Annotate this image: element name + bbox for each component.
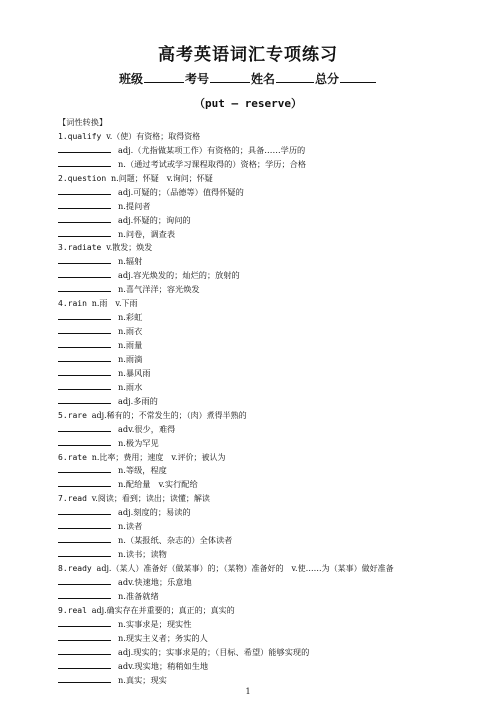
word-entry-heading <box>58 492 478 506</box>
derivative-definition: n.喜气洋洋；容光焕发 <box>118 284 200 295</box>
answer-blank[interactable] <box>58 661 111 669</box>
derivative-definition: n.问卷，调查表 <box>118 228 176 239</box>
derivative-row <box>58 478 478 492</box>
derivative-definition: n.极为罕见 <box>118 437 159 448</box>
headword: 5.rare <box>58 410 87 420</box>
derivative-row <box>58 660 478 674</box>
word-entry-heading <box>58 562 478 576</box>
derivative-row <box>58 353 478 367</box>
derivative-row <box>58 339 478 353</box>
derivative-row <box>58 367 478 381</box>
derivative-definition: n.雨衣 <box>118 326 143 337</box>
derivative-row <box>58 214 478 228</box>
derivative-row <box>58 437 478 451</box>
number-label: 考号 <box>184 72 209 86</box>
derivative-definition: n.现实主义者；务实的人 <box>118 632 208 643</box>
derivative-row <box>58 464 478 478</box>
exercise-content <box>58 116 478 687</box>
headword: 3.radiate <box>58 243 102 253</box>
derivative-definition: adj.可疑的；（品德等）值得怀疑的 <box>118 186 244 197</box>
answer-blank[interactable] <box>58 340 111 348</box>
headword-definition: v.散发；焕发 <box>106 243 153 253</box>
derivative-definition: n.读书；读物 <box>118 549 167 560</box>
answer-blank[interactable] <box>58 229 111 237</box>
derivative-row <box>58 576 478 590</box>
derivative-definition: adv.很少，难得 <box>118 423 176 434</box>
number-blank[interactable] <box>210 71 250 83</box>
derivative-row <box>58 423 478 437</box>
class-label: 班级 <box>118 72 143 86</box>
derivative-row <box>58 548 478 562</box>
section-heading: 【词性转换】 <box>58 117 108 127</box>
headword-definition: n.雨 v.下雨 <box>91 299 138 309</box>
derivative-row <box>58 590 478 604</box>
word-entry-heading <box>58 409 478 423</box>
derivative-row <box>58 228 478 242</box>
headword-definition: v.阅读；看到；读出；读懂；解读 <box>91 494 210 504</box>
derivative-definition: adj.刻度的；易读的 <box>118 507 191 518</box>
derivative-definition: n.雨量 <box>118 340 143 350</box>
headword-definition: n.比率；费用；速度 v.评价；被认为 <box>91 452 226 462</box>
score-blank[interactable] <box>340 71 376 83</box>
answer-blank[interactable] <box>58 354 111 362</box>
answer-blank[interactable] <box>58 591 111 599</box>
derivative-row <box>58 255 478 269</box>
headword: 8.ready <box>58 564 92 573</box>
page-number: 1 <box>245 687 251 696</box>
derivative-row <box>58 158 478 172</box>
headword: 6.rate <box>58 452 87 462</box>
derivative-definition: n.实事求是；现实性 <box>118 618 192 629</box>
answer-blank[interactable] <box>58 270 111 278</box>
derivative-definition: n.真实；现实 <box>118 674 167 685</box>
answer-blank[interactable] <box>58 187 111 195</box>
derivative-definition: n.（某报纸、杂志的）全体读者 <box>118 535 233 546</box>
name-blank[interactable] <box>276 71 314 83</box>
answer-blank[interactable] <box>58 479 111 487</box>
word-entry-heading <box>58 451 478 465</box>
derivative-row <box>58 618 478 632</box>
headword: 7.read <box>58 494 87 504</box>
derivative-row <box>58 144 478 158</box>
derivative-row <box>58 646 478 660</box>
derivative-row <box>58 311 478 325</box>
derivative-row <box>58 632 478 646</box>
derivative-definition: n.提问者 <box>118 200 151 211</box>
derivative-definition: adj.容光焕发的；灿烂的；放射的 <box>118 270 240 281</box>
answer-blank[interactable] <box>58 535 111 543</box>
answer-blank[interactable] <box>58 465 111 473</box>
derivative-row <box>58 506 478 520</box>
derivative-definition: n.准备就绪 <box>118 590 159 601</box>
headword: 1.qualify <box>58 131 102 141</box>
answer-blank[interactable] <box>58 647 111 655</box>
word-range: （put — reserve） <box>193 97 303 110</box>
name-label: 姓名 <box>251 72 276 86</box>
answer-blank[interactable] <box>58 507 111 515</box>
derivative-definition: adj.怀疑的；询问的 <box>118 214 191 225</box>
word-entry-heading <box>58 130 478 144</box>
derivative-row <box>58 534 478 548</box>
student-info-row <box>0 70 496 87</box>
derivative-row <box>58 381 478 395</box>
derivative-definition: adv.快速地；乐意地 <box>118 576 192 587</box>
headword-definition: adj.稀有的；不常发生的；（肉）煮得半熟的 <box>91 410 247 420</box>
answer-blank[interactable] <box>58 675 111 683</box>
headword: 9.real <box>58 605 87 615</box>
headword-definition: v.（使）有资格；取得资格 <box>106 131 201 141</box>
headword-definition: adj.确实存在并重要的；真正的；真实的 <box>91 605 235 615</box>
word-entry-heading <box>58 172 478 186</box>
derivative-definition: n.等级，程度 <box>118 465 167 476</box>
derivative-definition: n.（通过考试或学习课程取得的）资格；学历；合格 <box>118 158 307 169</box>
derivative-definition: n.彩虹 <box>118 312 143 323</box>
derivative-row <box>58 200 478 214</box>
answer-blank[interactable] <box>58 201 111 209</box>
derivative-definition: n.配给量 v.实行配给 <box>118 479 198 490</box>
answer-blank[interactable] <box>58 256 111 264</box>
derivative-definition: adj.（尤指做某项工作）有资格的；具备……学历的 <box>118 144 306 155</box>
derivative-row <box>58 269 478 283</box>
derivative-definition: n.暴风雨 <box>118 367 151 378</box>
answer-blank[interactable] <box>58 549 111 557</box>
headword: 4.rain <box>58 299 87 309</box>
headword: 2.question <box>58 173 107 183</box>
derivative-row <box>58 325 478 339</box>
derivative-definition: adj.多雨的 <box>118 395 158 406</box>
derivative-row <box>58 520 478 534</box>
answer-blank[interactable] <box>58 284 111 292</box>
derivative-row <box>58 395 478 409</box>
answer-blank[interactable] <box>58 619 111 627</box>
derivative-definition: adv.现实地；稍稍如生地 <box>118 660 209 671</box>
derivative-definition: n.读者 <box>118 521 143 532</box>
answer-blank[interactable] <box>58 312 111 320</box>
answer-blank[interactable] <box>58 326 111 334</box>
class-blank[interactable] <box>144 71 184 83</box>
page-title: 高考英语词汇专项练习 <box>158 45 338 65</box>
answer-blank[interactable] <box>58 633 111 641</box>
answer-blank[interactable] <box>58 145 111 153</box>
answer-blank[interactable] <box>58 577 111 585</box>
answer-blank[interactable] <box>58 396 111 404</box>
derivative-definition: n.雨水 <box>118 381 143 392</box>
answer-blank[interactable] <box>58 521 111 529</box>
word-entry-heading <box>58 604 478 618</box>
derivative-row <box>58 186 478 200</box>
answer-blank[interactable] <box>58 424 111 432</box>
derivative-row <box>58 674 478 688</box>
derivative-definition: n.辐射 <box>118 256 143 267</box>
headword-definition: adj.（某人）准备好（做某事）的；（某物）准备好的 v.使……为（某事）做好准备 <box>96 564 394 573</box>
derivative-definition: adj.现实的；实事求是的；（目标、希望）能够实现的 <box>118 646 310 657</box>
derivative-row <box>58 283 478 297</box>
answer-blank[interactable] <box>58 368 111 376</box>
answer-blank[interactable] <box>58 215 111 223</box>
word-entry-heading <box>58 241 478 255</box>
answer-blank[interactable] <box>58 438 111 446</box>
score-label: 总分 <box>315 72 340 86</box>
answer-blank[interactable] <box>58 382 111 390</box>
headword-definition: n.问题；怀疑 v.询问；怀疑 <box>111 173 213 183</box>
derivative-definition: n.雨滴 <box>118 353 143 364</box>
word-entry-heading <box>58 297 478 311</box>
answer-blank[interactable] <box>58 159 111 167</box>
